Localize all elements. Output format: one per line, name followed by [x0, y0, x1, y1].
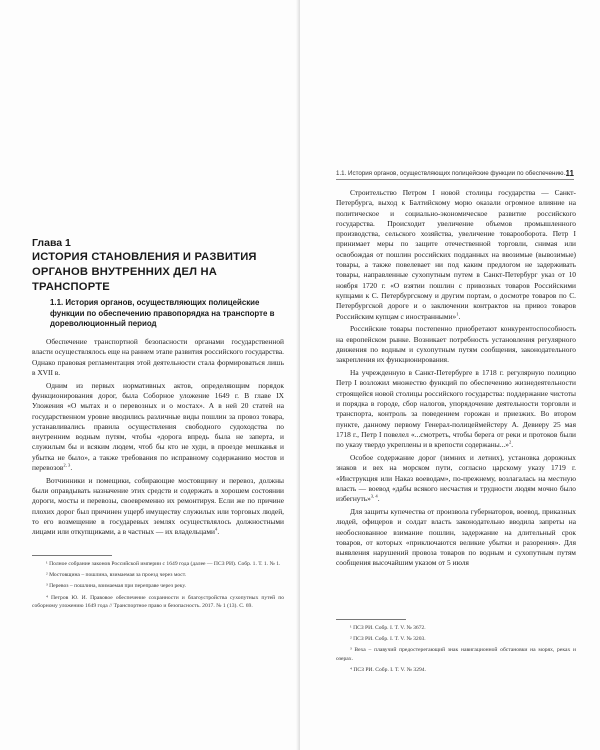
- footnote-marker: 2: [508, 439, 512, 445]
- section-number: 1.1.: [50, 298, 64, 307]
- footnote: ¹ ПСЗ РИ. Собр. I. Т. V. № 3672.: [350, 625, 426, 631]
- paragraph: На учрежденную в Санкт-Петербурге в 1718 г. регулярную полицию Петр I возложил множество функций по обеспечению жизнедеятельности строящейся новой столицы российского государства: поддержание чистоты и порядка в городе, сбор налогов, упорядочение деятельности торговли и транспорта, контроль за поведением горожан и приезжих. Во втором пункте, данному первому Генерал-полицеймейстеру А. Девиеру 25 мая 1718 г., Петр I повелел «...смотреть, чтобы берега от реки и протоков были по указу твердо укреплены и в крепости содержаны...»$^2$.: [336, 368, 576, 450]
- right-footnotes: [336, 624, 576, 677]
- running-head-text: 1.1. История органов, осуществляющих полицейские функции по обеспечению...: [336, 170, 569, 177]
- left-footnotes: [32, 560, 284, 613]
- footnote-divider: [32, 555, 112, 556]
- footnote-divider: [336, 619, 406, 620]
- section-title: История органов, осуществляющих полицейские функции по обеспечению правопорядка на транспорте в дореволюционный период: [50, 298, 275, 328]
- footnote-marker: 1: [456, 311, 459, 317]
- footnote-marker: 3, 4: [370, 493, 378, 499]
- paragraph: Для защиты купечества от произвола губернаторов, воевод, приказных людей, офицеров и солдат власть законодательно вводила запреты на необоснованное взимание пошлин, задержание на длительный срок товаров, от которых «приключаются великие убытки и разорения». Для выявления нарушений провоза товаров по водным и сухопутным путям сообщения высочайшим указом от 5 июля: [336, 506, 576, 568]
- footnote: ² ПСЗ РИ. Собр. I. Т. V. № 3203.: [350, 636, 426, 643]
- page-number: 11: [565, 169, 574, 178]
- paragraph: Строительство Петром I новой столицы государства — Санкт-Петербурга, выход к Балтийскому морю оказали огромное влияние на политическое и социально-экономическое развитие российского государства. Происходит увеличение объемов промышленного производства, сельского хозяйства, увеличение товарооборота. Петр I принимает меры по защите отечественной торговли, снимая или освобождая от пошлин российских подданных на ввозимые (вывозимые) товары, а также повелевает ни под каким предлогом не задерживать товары, направленные сухопутным путем в Санкт-Петербург указ от 10 ноября 1720 г. «О взятии пошлин с привозных товаров Российскими купцами к С. Петербургскому и другим портам, о досмотре товаров по С. Петербургской дороге и о заключении контрактов на привоз товаров Российским купцам с иностранными»$^1$.: [336, 188, 576, 321]
- right-body-text: [336, 188, 576, 571]
- footnote-marker: 4: [215, 526, 218, 532]
- footnote-marker: 2, 3: [63, 462, 71, 468]
- paragraph: Особое содержание дорог (зимних и летних), установка дорожных знаков и вех на морском пути, согласно царскому указу 1719 г. «Инструкция или Наказ воеводам», по-прежнему, возлагалась на местную власть — воевод «дабы всякого несчастия и трудности людям мочно было избегнуть»$^{3, 4}$.: [336, 452, 576, 504]
- section-heading: [50, 298, 282, 330]
- footnote: ³ Перевоз – пошлина, взимаемая при переправе через реку.: [46, 583, 187, 590]
- paragraph: Обеспечение транспортной безопасности органами государственной власти осуществлялось еще на раннем этапе развития российского государства. Однако правовая регламентация этой деятельности стала формироваться лишь в XVII в.: [32, 337, 284, 377]
- running-head: [336, 170, 574, 180]
- footnote: ¹ Полное собрание законов Российской империи с 1649 года (далее — ПСЗ РИ). Собр. 1. Т. 1. № 1.: [46, 561, 281, 567]
- footnote: ⁴ ПСЗ РИ. Собр. I. Т. V. № 3294.: [350, 666, 426, 673]
- paragraph: Одним из первых нормативных актов, определяющим порядок функционирования дорог, была Соборное уложение 1649 г. В главе IX Уложения «О мытах и о перевозных и о мостах». А в ней 20 статей на государственном уровне вводились различные виды пошлин за провоз товара, устанавливались правила осуществления свободного судоходства по внутренним водным путям, чтобы «дорога впредь была не заперта, и служилым бы и всяким людем, чтоб бы кто не худи, в проезде мешканья и убытка не было», а также требования по исправному содержанию мостов и перевозов$^{2, 3}$.: [32, 380, 284, 473]
- footnote: ³ Веха – плавучий предостерегающий знак навигационной обстановки на морях, реках и озерах.: [336, 647, 576, 662]
- paragraph: Вотчинники и помещики, собирающие мостовщину и перевоз, должны были оправдывать назначение этих средств и содержать в хорошем состоянии дороги, мосты и перевозы, своевременно их ремонтируя. Если же по причине плохих дорог был причинен ущерб имуществу служилых или торговых людей, то его возмещение в государевых землях осуществлялось должностными лицами или откупщиками, а в частных — их владельцами$^4$.: [32, 475, 284, 537]
- footnote: ⁴ Петров Ю. И. Правовое обеспечение сохранности и благоустройства сухопутных путей по соборному уложению 1649 года // Транспортное право и безопасность. 2017. № 1 (13). С. 69.: [32, 594, 284, 609]
- paragraph: Российские товары постепенно приобретают конкурентоспособность на европейском рынке. Возникает потребность установления регулярного движения по водным и сухопутным путям сообщения, законодательного закрепления их функционирования.: [336, 324, 576, 365]
- left-body-text: [32, 337, 284, 540]
- chapter-title: ИСТОРИЯ СТАНОВЛЕНИЯ И РАЗВИТИЯ ОРГАНОВ ВНУТРЕННИХ ДЕЛ НА ТРАНСПОРТЕ: [32, 251, 257, 293]
- chapter-label: Глава 1: [32, 237, 71, 249]
- footnote: ² Мостовщина – пошлина, взимаемая за проезд через мост.: [46, 572, 187, 579]
